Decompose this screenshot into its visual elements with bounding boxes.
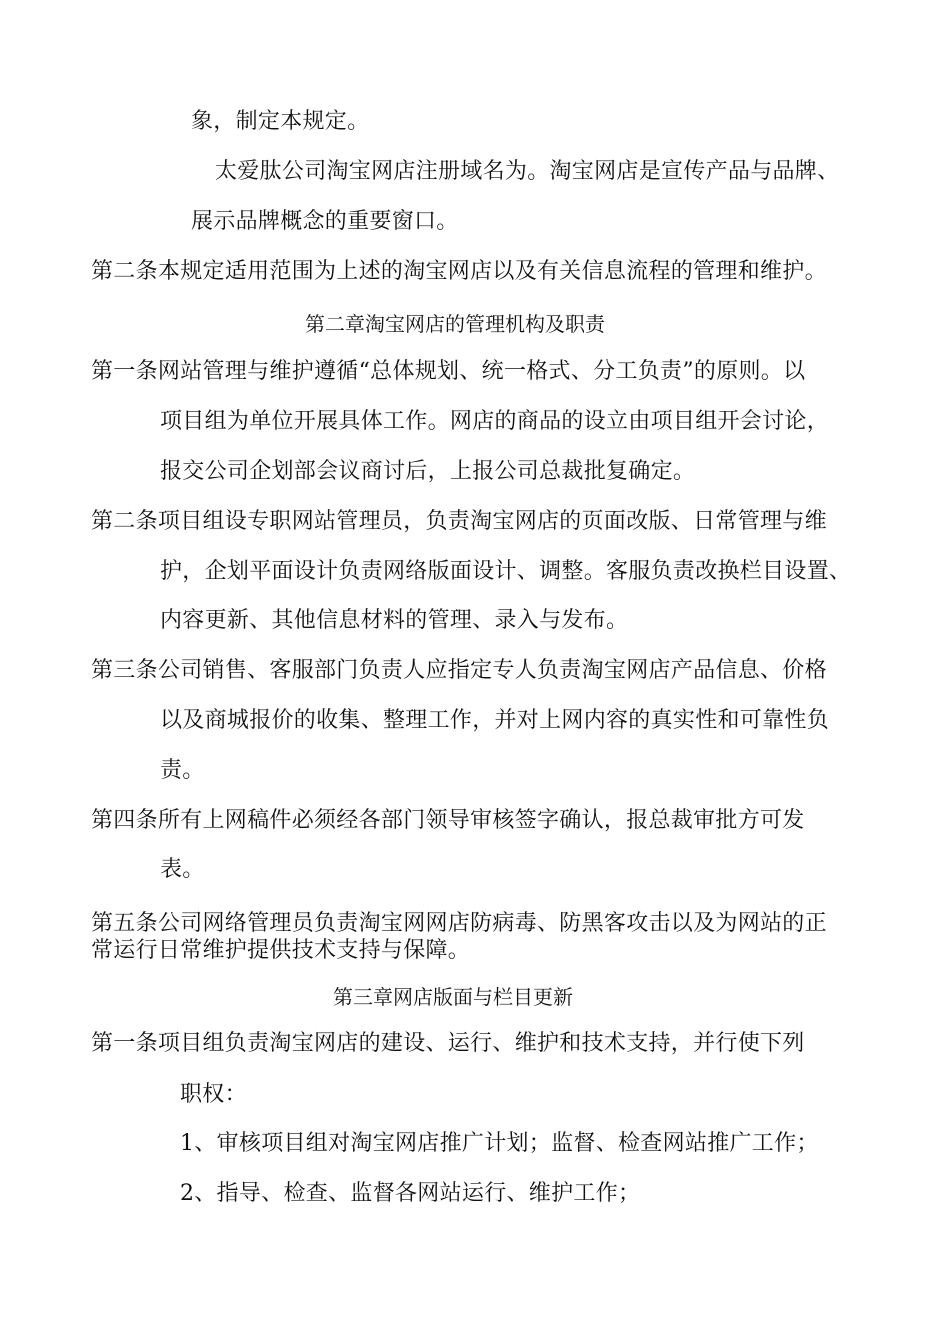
ch2-art2-line-2: 护，企划平面设计负责网络版面设计、调整。客服负责改换栏目设置、 <box>160 559 852 584</box>
ch2-art1-line-3: 报交公司企划部会议商讨后，上报公司总裁批复确定。 <box>160 459 696 484</box>
ch2-art5-line-1: 第五条公司网络管理员负责淘宝网网店防病毒、防黑客攻击以及为网站的正 <box>91 911 827 936</box>
ch2-art4-line-1: 第四条所有上网稿件必须经各部门领导审核签字确认，报总裁审批方可发 <box>91 808 805 833</box>
ch2-art3-line-2: 以及商城报价的收集、整理工作，并对上网内容的真实性和可靠性负 <box>160 708 830 733</box>
ch2-art1-line-2: 项目组为单位开展具体工作。网店的商品的设立由项目组开会讨论， <box>160 409 830 434</box>
chapter-3-title: 第三章网店版面与栏目更新 <box>333 985 573 1009</box>
ch3-list-item-1: 1、审核项目组对淘宝网店推广计划；监督、检查网站推广工作； <box>180 1131 819 1156</box>
ch2-art3-line-1: 第三条公司销售、客服部门负责人应指定专人负责淘宝网店产品信息、价格 <box>91 658 827 683</box>
ch3-list-item-2: 2、指导、检查、监督各网站运行、维护工作； <box>180 1181 641 1206</box>
ch2-art2-line-1: 第二条项目组设专职网站管理员，负责淘宝网店的页面改版、日常管理与维 <box>91 509 827 534</box>
ch2-art3-line-3: 责。 <box>160 758 205 783</box>
ch3-art1-line-2: 职权： <box>180 1082 247 1107</box>
ch2-art5-line-2: 常运行日常维护提供技术支持与保障。 <box>91 938 471 963</box>
intro-line-2: 太爱肽公司淘宝网店注册域名为。淘宝网店是宣传产品与品牌、 <box>215 159 840 184</box>
ch3-art1-line-1: 第一条项目组负责淘宝网店的建设、运行、维护和技术支持，并行使下列 <box>91 1031 805 1056</box>
intro-line-3: 展示品牌概念的重要窗口。 <box>191 209 459 234</box>
article-2-scope: 第二条本规定适用范围为上述的淘宝网店以及有关信息流程的管理和维护。 <box>91 259 827 284</box>
intro-line-1: 象，制定本规定。 <box>191 109 370 134</box>
ch2-art2-line-3: 内容更新、其他信息材料的管理、录入与发布。 <box>160 608 629 633</box>
chapter-2-title: 第二章淘宝网店的管理机构及职责 <box>305 312 605 336</box>
ch2-art4-line-2: 表。 <box>160 857 205 882</box>
ch2-art1-line-1: 第一条网站管理与维护遵循“总体规划、统一格式、分工负责”的原则。以 <box>91 359 806 384</box>
